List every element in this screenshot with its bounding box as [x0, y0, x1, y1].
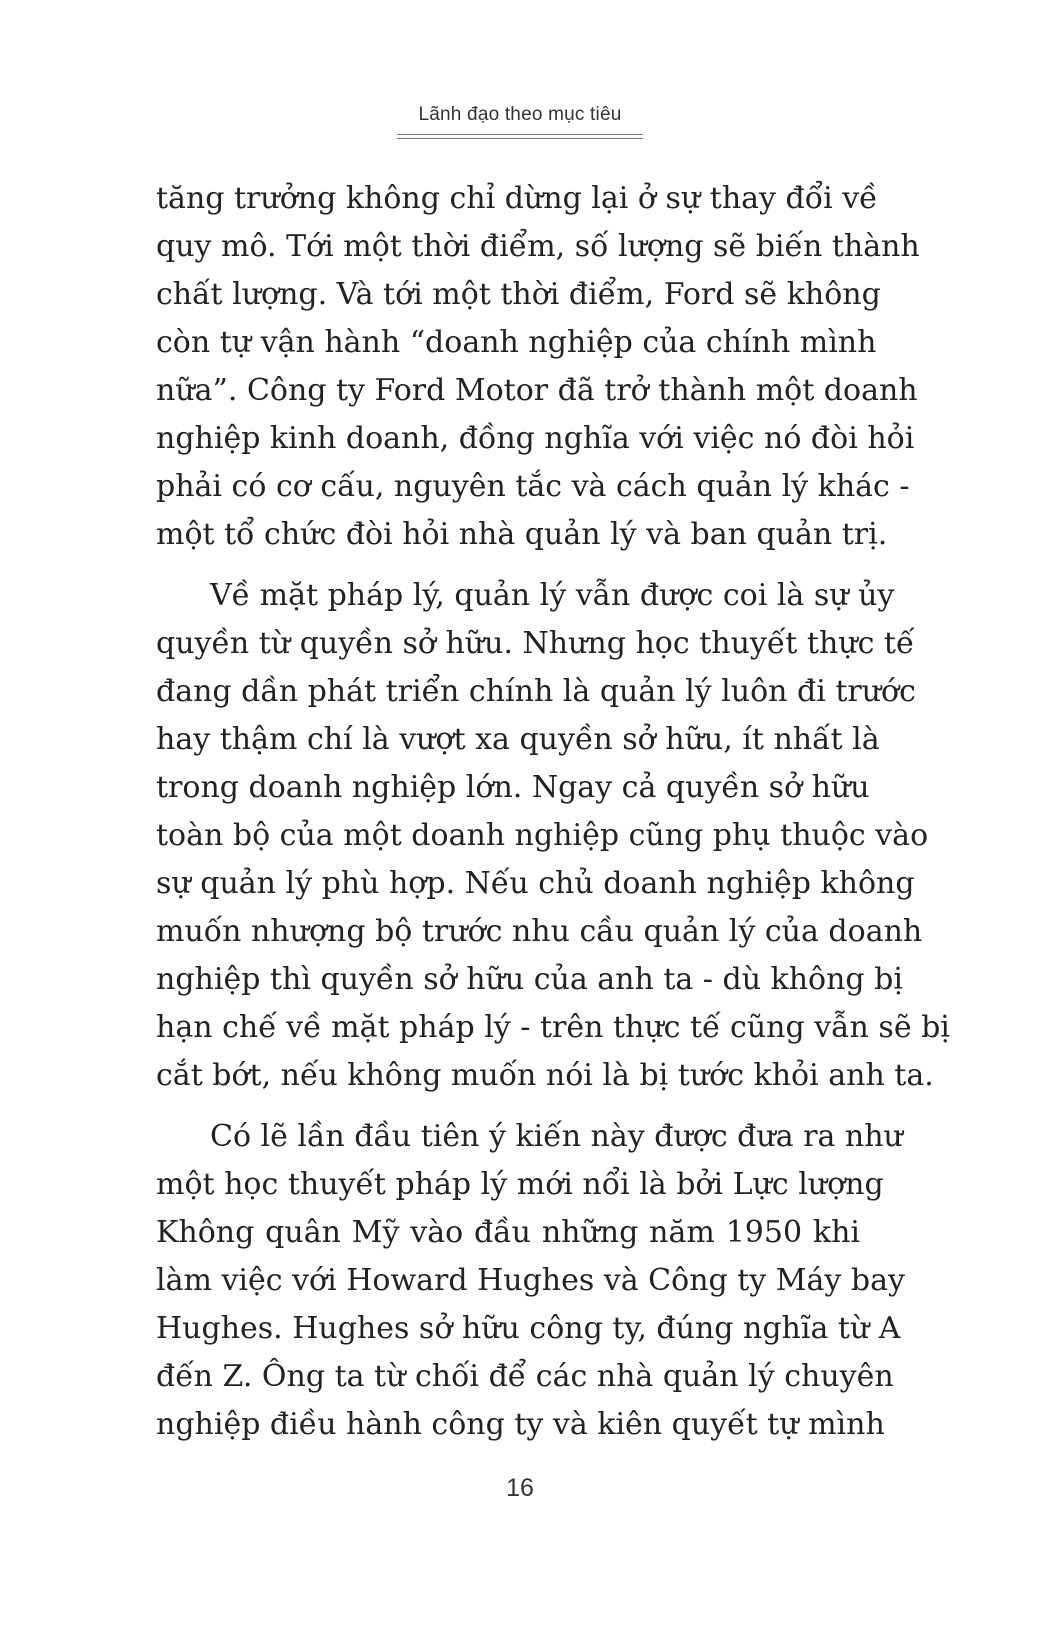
header-rule-bottom [397, 138, 643, 139]
text-line: sự quản lý phù hợp. Nếu chủ doanh nghiệp không [156, 866, 915, 901]
body-text [156, 175, 950, 1449]
text-line: một học thuyết pháp lý mới nổi là bởi Lực lượng [156, 1167, 884, 1202]
text-line: nghiệp kinh doanh, đồng nghĩa với việc nó đòi hỏi [156, 421, 915, 456]
text-line: trong doanh nghiệp lớn. Ngay cả quyền sở hữu [156, 770, 870, 805]
text-line: nghiệp điều hành công ty và kiên quyết tự mình [156, 1407, 885, 1442]
page-number: 16 [506, 1474, 534, 1502]
text-line: nữa”. Công ty Ford Motor đã trở thành một doanh [156, 373, 918, 408]
paragraph-gap [156, 559, 860, 572]
text-line: nghiệp thì quyền sở hữu của anh ta - dù không bị [156, 962, 903, 997]
text-line: Về mặt pháp lý, quản lý vẫn được coi là sự ủy [210, 578, 895, 613]
text-line: chất lượng. Và tới một thời điểm, Ford sẽ không [156, 277, 881, 312]
text-line: đến Z. Ông ta từ chối để các nhà quản lý chuyên [156, 1359, 894, 1394]
text-line: Không quân Mỹ vào đầu những năm 1950 khi [156, 1215, 860, 1250]
text-line: cắt bớt, nếu không muốn nói là bị tước khỏi anh ta. [156, 1058, 934, 1093]
text-line-indented [156, 572, 895, 620]
text-line: còn tự vận hành “doanh nghiệp của chính mình [156, 325, 877, 360]
text-line: một tổ chức đòi hỏi nhà quản lý và ban quản trị. [156, 517, 888, 552]
text-line: quy mô. Tới một thời điểm, số lượng sẽ biến thành [156, 229, 920, 264]
header-rule-top [397, 134, 643, 135]
text-line: muốn nhượng bộ trước nhu cầu quản lý của doanh [156, 914, 923, 949]
text-line: đang dần phát triển chính là quản lý luôn đi trước [156, 674, 916, 709]
text-line: quyền từ quyền sở hữu. Nhưng học thuyết thực tế [156, 626, 915, 661]
text-line: hạn chế về mặt pháp lý - trên thực tế cũng vẫn sẽ bị [156, 1010, 950, 1045]
text-line: Hughes. Hughes sở hữu công ty, đúng nghĩa từ A [156, 1311, 901, 1346]
text-line: Có lẽ lần đầu tiên ý kiến này được đưa ra như [210, 1119, 903, 1154]
text-line: làm việc với Howard Hughes và Công ty Máy bay [156, 1263, 905, 1298]
running-header-title: Lãnh đạo theo mục tiêu [418, 104, 622, 125]
paragraph-gap [156, 1100, 860, 1113]
text-line: tăng trưởng không chỉ dừng lại ở sự thay đổi về [156, 181, 878, 216]
text-line: toàn bộ của một doanh nghiệp cũng phụ thuộc vào [156, 818, 929, 853]
text-line: phải có cơ cấu, nguyên tắc và cách quản lý khác - [156, 469, 910, 504]
text-line-indented [156, 1113, 903, 1161]
text-line: hay thậm chí là vượt xa quyền sở hữu, ít nhất là [156, 722, 880, 757]
